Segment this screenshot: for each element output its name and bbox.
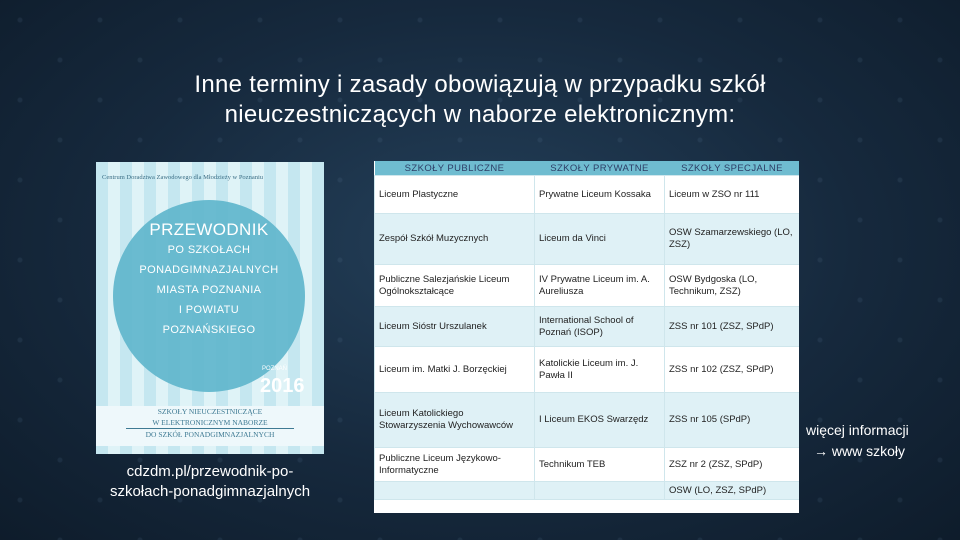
more-info-line-2 (806, 441, 956, 462)
cover-line: MIASTA POZNANIA (156, 284, 262, 296)
schools-table (374, 161, 799, 500)
cover-footer (96, 406, 324, 446)
table-cell: OSW Bydgoska (LO, Technikum, ZSZ) (665, 265, 800, 307)
table-cell: Publiczne Liceum Językowo-Informatyczne (375, 448, 535, 482)
header-special: SZKOŁY SPECJALNE (665, 161, 800, 176)
guide-url-line-1: cdzdm.pl/przewodnik-po- (126, 463, 294, 480)
table-cell: Liceum da Vinci (535, 214, 665, 265)
cover-guide-title (113, 220, 305, 340)
table-row (375, 347, 800, 393)
table-cell: Prywatne Liceum Kossaka (535, 176, 665, 214)
table-cell: Katolickie Liceum im. J. Pawła II (535, 347, 665, 393)
table-cell: I Liceum EKOS Swarzędz (535, 393, 665, 448)
cover-line: I POWIATU (178, 304, 240, 316)
slide-title (40, 70, 920, 130)
table-row (375, 265, 800, 307)
table-cell: Technikum TEB (535, 448, 665, 482)
table-cell (375, 482, 535, 500)
guide-url[interactable] (40, 462, 380, 502)
table-row (375, 214, 800, 265)
arrow-right-icon: → (814, 443, 828, 459)
table-cell: Liceum Katolickiego Stowarzyszenia Wychowawców (375, 393, 535, 448)
guide-url-line-2: szkołach-ponadgimnazjalnych (109, 483, 311, 500)
table-cell: Zespół Szkół Muzycznych (375, 214, 535, 265)
table-cell: Liceum w ZSO nr 111 (665, 176, 800, 214)
more-info (806, 420, 956, 462)
cover-header: Centrum Doradztwa Zawodowego dla Młodzieży w Poznaniu (102, 174, 264, 181)
title-line-1: Inne terminy i zasady obowiązują w przypadku szkół (194, 71, 766, 98)
table-cell: Publiczne Salezjańskie Liceum Ogólnokształcące (375, 265, 535, 307)
table-cell (535, 482, 665, 500)
cover-line: PO SZKOŁACH (167, 244, 251, 256)
table-cell: Liceum Plastyczne (375, 176, 535, 214)
cover-year: 2016 (260, 375, 305, 397)
table-row (375, 482, 800, 500)
cover-line: PONADGIMNAZJALNYCH (139, 264, 279, 276)
title-line-2: nieuczestniczących w naborze elektronicznym: (224, 101, 736, 128)
table-row (375, 393, 800, 448)
table-cell: OSW (LO, ZSZ, SPdP) (665, 482, 800, 500)
header-private: SZKOŁY PRYWATNE (535, 161, 665, 176)
table-cell: OSW Szamarzewskiego (LO, ZSZ) (665, 214, 800, 265)
cover-year-label: POZNAŃ (262, 366, 288, 372)
header-public: SZKOŁY PUBLICZNE (375, 161, 535, 176)
cover-line: PRZEWODNIK (149, 220, 269, 239)
more-info-line-1: więcej informacji (806, 422, 909, 438)
table-cell: ZSZ nr 2 (ZSZ, SPdP) (665, 448, 800, 482)
table-cell: IV Prywatne Liceum im. A. Aureliusza (535, 265, 665, 307)
table-cell: ZSS nr 101 (ZSZ, SPdP) (665, 307, 800, 347)
more-info-link[interactable]: www szkoły (831, 443, 906, 459)
table-header-row (375, 161, 800, 176)
table-cell: ZSS nr 105 (SPdP) (665, 393, 800, 448)
schools-table-image (374, 161, 799, 513)
table-row (375, 307, 800, 347)
table-cell: International School of Poznań (ISOP) (535, 307, 665, 347)
table-cell: ZSS nr 102 (ZSZ, SPdP) (665, 347, 800, 393)
cover-footer-line: SZKOŁY NIEUCZESTNICZĄCE (157, 407, 263, 416)
table-row (375, 448, 800, 482)
table-cell: Liceum im. Matki J. Borzęckiej (375, 347, 535, 393)
table-cell: Liceum Sióstr Urszulanek (375, 307, 535, 347)
table-row (375, 176, 800, 214)
cover-footer-line: DO SZKÓŁ PONADGIMNAZJALNYCH (145, 430, 275, 439)
cover-line: POZNAŃSKIEGO (162, 324, 256, 336)
cover-footer-line: W ELEKTRONICZNYM NABORZE (152, 418, 268, 427)
guide-cover-image (96, 162, 324, 454)
